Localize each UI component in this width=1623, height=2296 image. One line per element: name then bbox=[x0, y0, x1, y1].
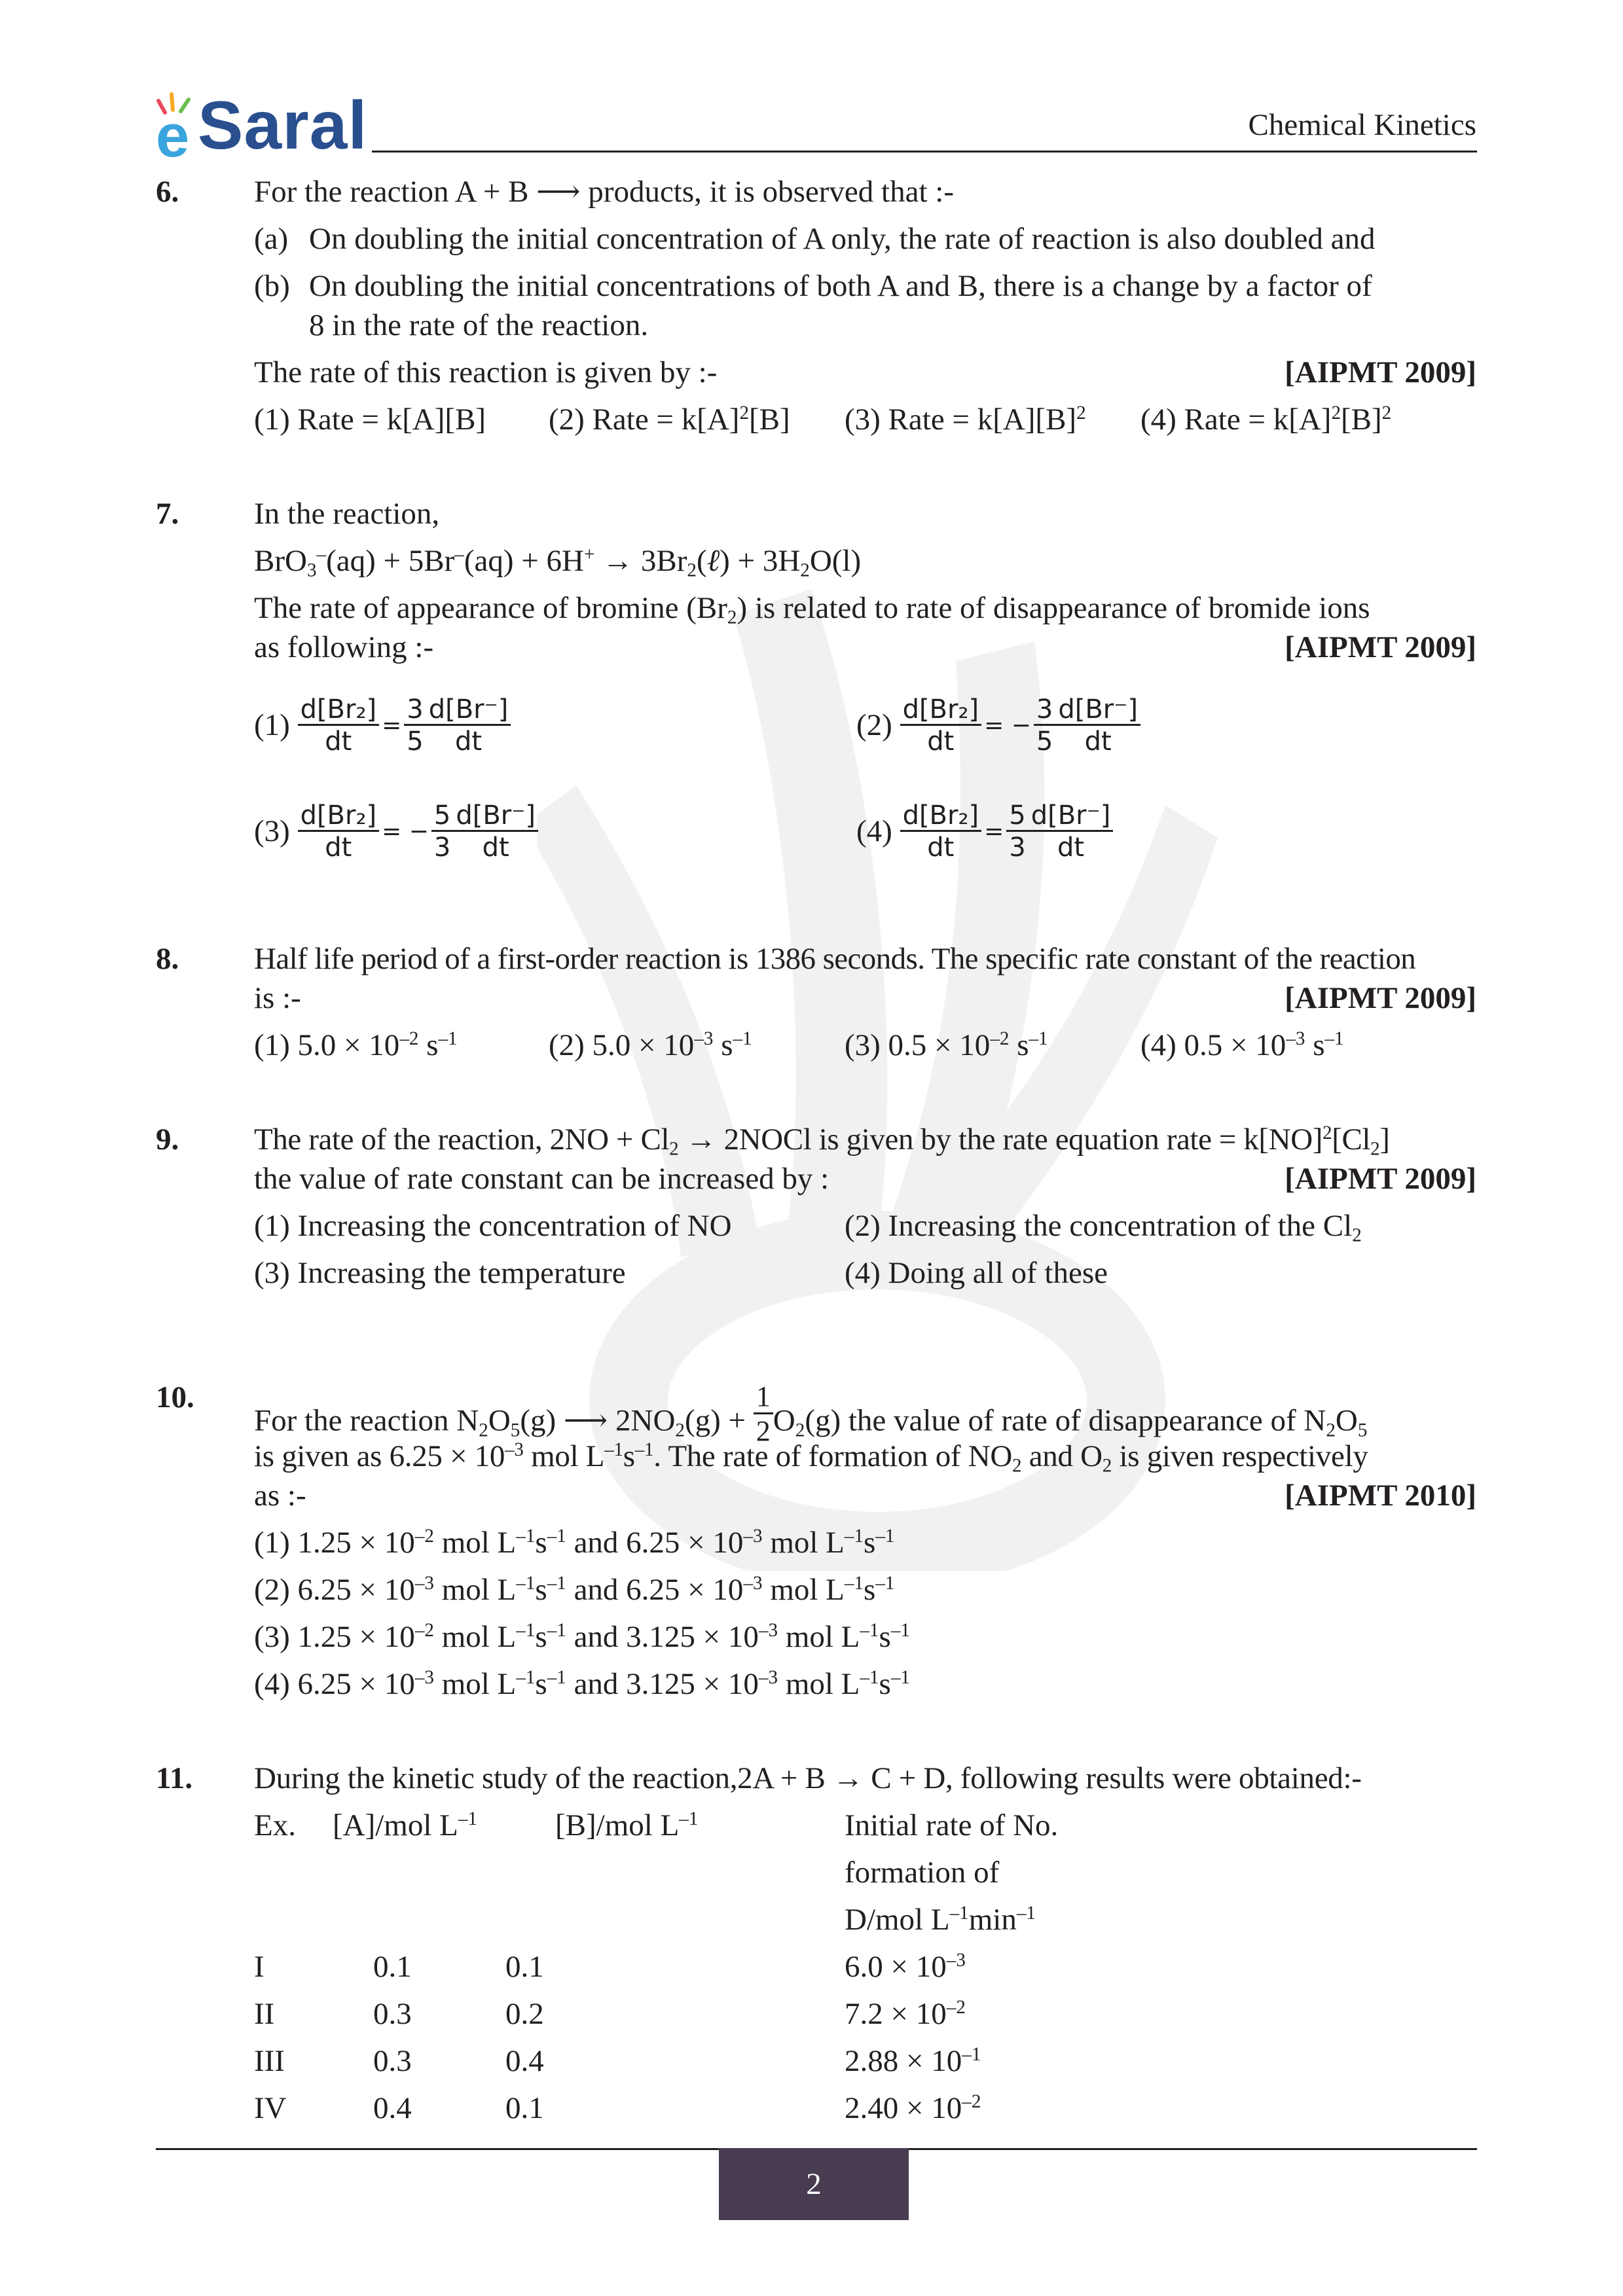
q6-option-4: (4) Rate = $k[A]^2[B]^2$ bbox=[1140, 402, 1392, 437]
table-header-rate-1: Initial rate of No. bbox=[845, 1808, 1059, 1842]
q10-line2: is given as $6.25 \times 10^{-3}$ mol $L^{-1}s^{-1}$. The rate of formation of $NO_2$ and $O_2$ is given respectively bbox=[254, 1439, 1368, 1477]
q10-option-2: (2) $6.25 \times 10^{-3}$ mol $L^{-1}s^{-1}$ and $6.25 \times 10^{-3}$ mol $L^{-1}s^{-1}$ bbox=[254, 1572, 895, 1607]
q10-line3: as :- bbox=[254, 1479, 306, 1513]
q10-option-1: (1) $1.25 \times 10^{-2}$ mol $L^{-1}s^{-1}$ and $6.25 \times 10^{-3}$ mol $L^{-1}s^{-1}$ bbox=[254, 1525, 895, 1560]
q8-line1: Half life period of a first-order reaction is 1386 seconds. The specific rate constant of the reaction bbox=[254, 942, 1416, 976]
q6-a-text: On doubling the initial concentration of A only, the rate of reaction is also doubled and bbox=[309, 222, 1376, 256]
table-header-a: [A]/mol $L^{-1}$ bbox=[333, 1808, 478, 1842]
q10-line1: For the reaction $N_2O_5(g)$ ⟶ $2NO_2(g)$ + $\frac{1}{2}$ $O_2(g)$ the value of rate of disappearance of $N_2O_5$ bbox=[254, 1380, 1368, 1447]
q6-b-text2: 8 in the rate of the reaction. bbox=[309, 308, 649, 342]
q7-option-3: (3) $\frac{\text{d[Br₂]}}{dt}$ = − $\frac{5}{3}$ $\frac{d[Br^-]}{dt}$ bbox=[254, 802, 538, 861]
table-row-4-rate: $2.40 \times 10^{-2}$ bbox=[845, 2090, 981, 2125]
table-row-2-a: 0.3 bbox=[373, 1997, 412, 2031]
q9-line2: the value of rate constant can be increased by : bbox=[254, 1162, 830, 1196]
q10-number: 10. bbox=[156, 1380, 194, 1414]
table-row-4-ex: IV bbox=[254, 2091, 287, 2125]
q8-option-4: (4) $0.5 \times 10^{-3}$ $s^{-1}$ bbox=[1140, 1028, 1344, 1062]
q10-option-3: (3) $1.25 \times 10^{-2}$ mol $L^{-1}s^{-1}$ and $3.125 \times 10^{-3}$ mol $L^{-1}s^{-1}$ bbox=[254, 1619, 910, 1654]
q10-tag: [AIPMT 2010] bbox=[1285, 1479, 1476, 1513]
q6-b-label: (b) bbox=[254, 269, 290, 303]
table-row-2-rate: $7.2 \times 10^{-2}$ bbox=[845, 1996, 966, 2031]
header-rule bbox=[372, 151, 1477, 152]
q9-number: 9. bbox=[156, 1122, 179, 1157]
logo-e: e bbox=[156, 103, 190, 170]
table-row-1-a: 0.1 bbox=[373, 1950, 412, 1984]
q6-prompt: The rate of this reaction is given by :- bbox=[254, 355, 718, 389]
q9-tag: [AIPMT 2009] bbox=[1285, 1162, 1476, 1196]
q8-number: 8. bbox=[156, 942, 179, 976]
q7-number: 7. bbox=[156, 497, 179, 531]
q7-line1: In the reaction, bbox=[254, 497, 440, 531]
q9-option-4: (4) Doing all of these bbox=[845, 1256, 1108, 1290]
table-header-rate-3: D/mol $L^{-1}\min^{-1}$ bbox=[845, 1902, 1036, 1937]
q8-line2: is :- bbox=[254, 981, 301, 1015]
table-row-2-b: 0.2 bbox=[505, 1997, 544, 2031]
q11-number: 11. bbox=[156, 1761, 193, 1795]
page-number: 2 bbox=[719, 2148, 909, 2220]
table-row-3-rate: $2.88 \times 10^{-1}$ bbox=[845, 2043, 981, 2078]
q8-option-1: (1) $5.0 \times 10^{-2}$ $s^{-1}$ bbox=[254, 1028, 458, 1062]
table-row-1-b: 0.1 bbox=[505, 1950, 544, 1984]
table-row-1-ex: I bbox=[254, 1950, 264, 1984]
table-row-2-ex: II bbox=[254, 1997, 275, 2031]
q6-b-text1: On doubling the initial concentrations of both A and B, there is a change by a factor of bbox=[309, 269, 1372, 303]
q9-line1: The rate of the reaction, $2NO + Cl_2$ → 2NOCl is given by the rate equation rate = $k[NO]^2[Cl_2]$ bbox=[254, 1122, 1390, 1160]
q8-tag: [AIPMT 2009] bbox=[1285, 981, 1476, 1015]
q6-option-1: (1) Rate = k[A][B] bbox=[254, 403, 486, 437]
q7-option-2: (2) $\frac{\text{d[Br₂]}}{dt}$ = − $\frac{3}{5}$ $\frac{d[Br^-]}{dt}$ bbox=[856, 696, 1140, 755]
logo-text: Saral bbox=[198, 88, 368, 164]
q11-stem: During the kinetic study of the reaction,2A + B → C + D, following results were obtained:- bbox=[254, 1761, 1362, 1795]
q9-option-3: (3) Increasing the temperature bbox=[254, 1256, 626, 1290]
q7-tag: [AIPMT 2009] bbox=[1285, 630, 1476, 664]
table-row-4-a: 0.4 bbox=[373, 2091, 412, 2125]
table-header-b: [B]/mol $L^{-1}$ bbox=[555, 1808, 699, 1842]
q8-option-2: (2) $5.0 \times 10^{-3}$ $s^{-1}$ bbox=[549, 1028, 752, 1062]
table-row-3-a: 0.3 bbox=[373, 2044, 412, 2078]
q10-option-4: (4) $6.25 \times 10^{-3}$ mol $L^{-1}s^{-1}$ and $3.125 \times 10^{-3}$ mol $L^{-1}s^{-1}$ bbox=[254, 1666, 910, 1701]
table-row-3-ex: III bbox=[254, 2044, 285, 2078]
q7-line4: as following :- bbox=[254, 630, 434, 664]
q6-tag: [AIPMT 2009] bbox=[1285, 355, 1476, 389]
table-header-ex: Ex. bbox=[254, 1808, 296, 1842]
chapter-title: Chemical Kinetics bbox=[1248, 108, 1476, 142]
q7-equation: $BrO_3^-(aq) + 5Br^-(aq) + 6H^+ \to 3Br_2(\ell) + 3H_2O(l)$ bbox=[254, 543, 862, 581]
table-header-rate-2: formation of bbox=[845, 1856, 1000, 1890]
q7-line3: The rate of appearance of bromine $(Br_2)$ is related to rate of disappearance of bromide ions bbox=[254, 591, 1370, 628]
q6-stem: For the reaction A + B ⟶ products, it is observed that :- bbox=[254, 175, 954, 209]
q6-a-label: (a) bbox=[254, 222, 289, 256]
q6-number: 6. bbox=[156, 175, 179, 209]
table-row-3-b: 0.4 bbox=[505, 2044, 544, 2078]
q9-option-1: (1) Increasing the concentration of NO bbox=[254, 1209, 732, 1243]
q7-option-4: (4) $\frac{\text{d[Br₂]}}{dt}$ = $\frac{5}{3}$ $\frac{d[Br^-]}{dt}$ bbox=[856, 802, 1113, 861]
esaral-logo bbox=[156, 88, 378, 170]
table-row-1-rate: $6.0 \times 10^{-3}$ bbox=[845, 1949, 966, 1984]
q6-option-2: (2) Rate = $k[A]^2[B]$ bbox=[549, 402, 790, 437]
table-row-4-b: 0.1 bbox=[505, 2091, 544, 2125]
q8-option-3: (3) $0.5 \times 10^{-2}$ $s^{-1}$ bbox=[845, 1028, 1048, 1062]
q9-option-2: (2) Increasing the concentration of the $Cl_2$ bbox=[845, 1209, 1362, 1246]
q6-option-3: (3) Rate = $k[A][B]^2$ bbox=[845, 402, 1086, 437]
q7-option-1: (1) $\frac{\text{d[Br₂]}}{dt}$ = $\frac{3}{5}$ $\frac{d[Br^-]}{dt}$ bbox=[254, 696, 511, 755]
